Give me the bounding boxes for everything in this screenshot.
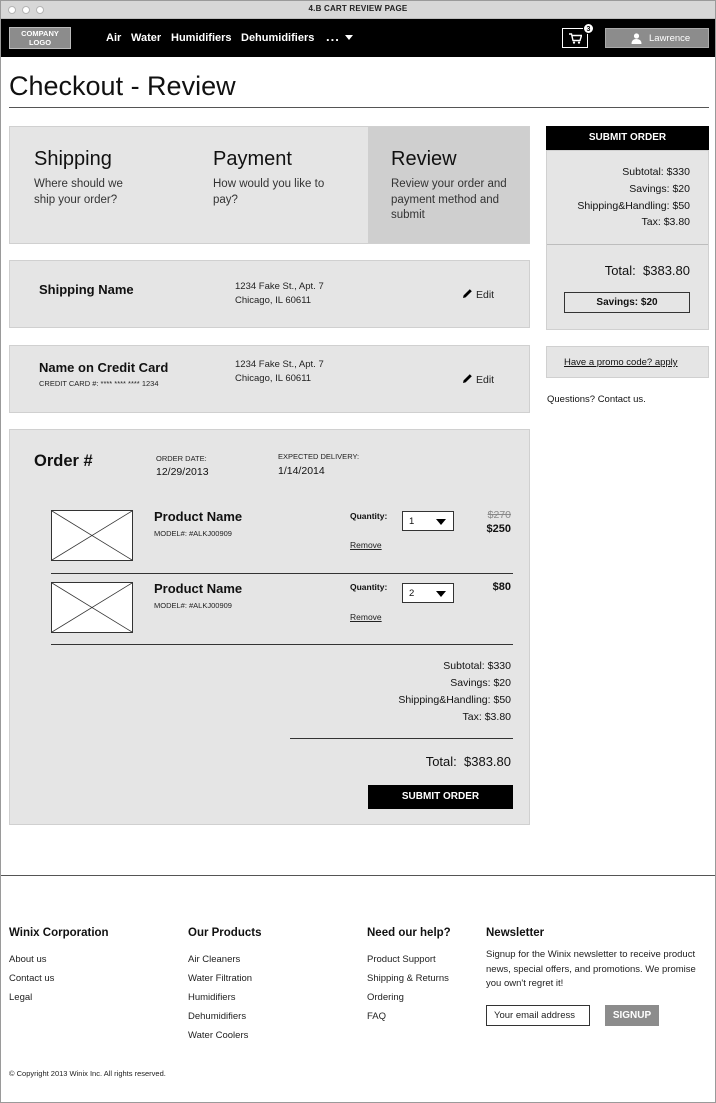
- step-description: Where should we ship your order?: [34, 178, 123, 206]
- original-price: $270: [487, 509, 511, 521]
- order-subtotal: Subtotal: $330: [443, 660, 511, 672]
- pencil-icon: [462, 288, 473, 299]
- quantity-select[interactable]: [402, 583, 454, 603]
- shipping-address: [235, 280, 324, 308]
- order-shipping: Shipping&Handling: $50: [398, 694, 511, 706]
- footer-link-shipping-returns[interactable]: Shipping & Returns: [367, 973, 449, 984]
- order-savings: Savings: $20: [450, 677, 511, 689]
- nav-item-air[interactable]: Air: [106, 32, 122, 44]
- chevron-down-icon[interactable]: [345, 35, 353, 40]
- footer-link-dehumidifiers[interactable]: Dehumidifiers: [188, 1011, 247, 1022]
- company-logo[interactable]: COMPANY LOGO: [9, 27, 71, 49]
- item-price: $80: [492, 581, 511, 593]
- card-holder-name: Name on Credit Card: [39, 360, 169, 375]
- cart-icon: [569, 33, 582, 44]
- step-review[interactable]: [368, 127, 529, 243]
- summary-divider: [290, 738, 513, 739]
- chevron-down-icon: [436, 591, 446, 597]
- contact-us-link[interactable]: Questions? Contact us.: [547, 394, 646, 405]
- order-summary-box: [546, 150, 709, 330]
- footer-link-legal[interactable]: Legal: [9, 992, 33, 1003]
- shipping-card: [9, 260, 530, 328]
- item-divider: [51, 573, 513, 574]
- delivery-date: 1/14/2014: [278, 465, 325, 477]
- address-line-2: Chicago, IL 60611: [235, 295, 312, 306]
- footer-heading-products: Our Products: [188, 927, 262, 939]
- order-number: Order #: [34, 452, 93, 470]
- summary-subtotal: Subtotal: $330: [622, 166, 690, 178]
- footer-link-air-cleaners[interactable]: Air Cleaners: [188, 954, 241, 965]
- nav-more-menu[interactable]: ...: [326, 29, 340, 44]
- footer-link-water-coolers[interactable]: Water Coolers: [188, 1030, 249, 1041]
- step-shipping[interactable]: [10, 127, 189, 243]
- page-title: Checkout - Review: [9, 71, 236, 101]
- remove-item-link[interactable]: Remove: [350, 612, 382, 622]
- summary-tax: Tax: $3.80: [641, 216, 690, 228]
- item-price: $250: [486, 523, 511, 535]
- step-description: How would you like to pay?: [213, 178, 325, 206]
- image-placeholder-icon: [52, 583, 132, 632]
- newsletter-description: Signup for the Winix newsletter to receive product news, special offers, and promotions. We promise you own't regret it!: [486, 949, 696, 989]
- user-icon: [631, 33, 642, 44]
- order-date: 12/29/2013: [156, 466, 209, 478]
- user-name: Lawrence: [649, 33, 691, 44]
- footer-heading-help: Need our help?: [367, 927, 451, 939]
- address-line-2: Chicago, IL 60611: [235, 373, 312, 384]
- edit-shipping-button[interactable]: [462, 288, 494, 301]
- checkout-steps: [9, 126, 530, 244]
- window-titlebar: [1, 1, 715, 19]
- order-total: [426, 754, 511, 769]
- step-description: Review your order and payment method and submit: [391, 178, 507, 221]
- footer-link-ordering[interactable]: Ordering: [367, 992, 404, 1003]
- step-payment[interactable]: [189, 127, 368, 243]
- copyright-text: © Copyright 2013 Winix Inc. All rights reserved.: [9, 1069, 166, 1078]
- quantity-value: 2: [409, 588, 415, 599]
- nav-item-water[interactable]: Water: [131, 32, 162, 44]
- credit-card-number: CREDIT CARD #: **** **** **** 1234: [39, 379, 159, 388]
- promo-code-link[interactable]: Have a promo code? apply: [564, 357, 678, 368]
- sidebar-submit-order-button[interactable]: SUBMIT ORDER: [546, 126, 709, 150]
- edit-label: Edit: [476, 289, 495, 301]
- product-name[interactable]: Product Name: [154, 581, 243, 596]
- order-panel: [9, 429, 530, 825]
- footer-link-about[interactable]: About us: [9, 954, 47, 965]
- promo-code-box[interactable]: [546, 346, 709, 378]
- product-name[interactable]: Product Name: [154, 509, 243, 524]
- summary-divider: [547, 244, 708, 245]
- product-model: MODEL#: #ALKJ00909: [154, 529, 232, 538]
- address-line-1: 1234 Fake St., Apt. 7: [235, 359, 324, 370]
- title-divider: [9, 107, 709, 108]
- product-image[interactable]: [51, 510, 133, 561]
- step-title: Review: [391, 148, 457, 170]
- summary-total: [605, 263, 690, 278]
- billing-address: [235, 358, 324, 386]
- total-label: Total:: [604, 263, 636, 278]
- footer-link-faq[interactable]: FAQ: [367, 1011, 387, 1022]
- items-divider: [51, 644, 513, 645]
- nav-item-dehumidifiers[interactable]: Dehumidifiers: [241, 32, 315, 44]
- window-title: 4.B CART REVIEW PAGE: [308, 4, 408, 13]
- footer-link-humidifiers[interactable]: Humidifiers: [188, 992, 236, 1003]
- edit-label: Edit: [476, 374, 495, 386]
- summary-shipping: Shipping&Handling: $50: [577, 200, 690, 212]
- product-image[interactable]: [51, 582, 133, 633]
- newsletter-signup-button[interactable]: SIGNUP: [605, 1005, 659, 1026]
- summary-savings: Savings: $20: [629, 183, 690, 195]
- quantity-label: Quantity:: [350, 582, 388, 592]
- image-placeholder-icon: [52, 511, 132, 560]
- footer-heading-company: Winix Corporation: [9, 927, 109, 939]
- order-tax: Tax: $3.80: [462, 711, 511, 723]
- submit-order-button[interactable]: SUBMIT ORDER: [368, 785, 513, 809]
- footer-link-water-filtration[interactable]: Water Filtration: [188, 973, 253, 984]
- quantity-label: Quantity:: [350, 511, 388, 521]
- total-label: Total:: [425, 754, 457, 769]
- payment-card: [9, 345, 530, 413]
- total-value: $383.80: [464, 754, 511, 769]
- quantity-value: 1: [409, 516, 415, 527]
- nav-item-humidifiers[interactable]: Humidifiers: [171, 32, 232, 44]
- step-title: Payment: [213, 148, 292, 170]
- delivery-label: EXPECTED DELIVERY:: [278, 452, 360, 461]
- footer-link-product-support[interactable]: Product Support: [367, 954, 436, 965]
- footer-link-contact[interactable]: Contact us: [9, 973, 55, 984]
- newsletter-email-input[interactable]: [486, 1005, 590, 1026]
- remove-item-link[interactable]: Remove: [350, 540, 382, 550]
- savings-button[interactable]: Savings: $20: [564, 292, 690, 313]
- chevron-down-icon: [436, 519, 446, 525]
- footer-heading-newsletter: Newsletter: [486, 927, 545, 939]
- quantity-select[interactable]: [402, 511, 454, 531]
- user-account-button[interactable]: [605, 28, 709, 48]
- footer-divider: [1, 875, 715, 876]
- address-line-1: 1234 Fake St., Apt. 7: [235, 281, 324, 292]
- total-value: $383.80: [643, 263, 690, 278]
- step-title: Shipping: [34, 148, 112, 170]
- pencil-icon: [462, 373, 473, 384]
- top-navbar: [1, 19, 715, 57]
- order-date-label: ORDER DATE:: [156, 454, 207, 463]
- cart-count-badge: 3: [583, 23, 594, 34]
- shipping-name: Shipping Name: [39, 282, 134, 297]
- edit-payment-button[interactable]: [462, 373, 494, 386]
- product-model: MODEL#: #ALKJ00909: [154, 601, 232, 610]
